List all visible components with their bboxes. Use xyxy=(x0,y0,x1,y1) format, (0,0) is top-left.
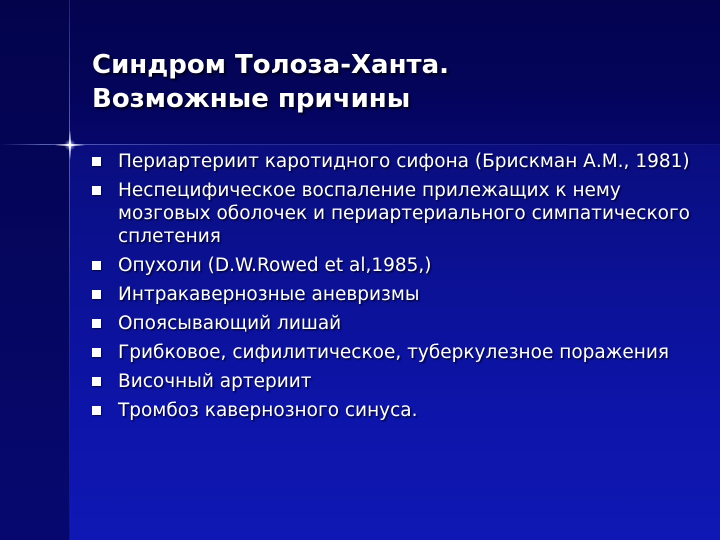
square-bullet-icon xyxy=(92,348,101,357)
list-item-text: Опухоли (D.W.Rowed et al,1985,) xyxy=(118,255,432,276)
square-bullet-icon xyxy=(92,406,101,415)
vertical-divider xyxy=(69,0,70,540)
list-item-text: Неспецифическое воспаление прилежащих к нему мозговых оболочек и периартериального симпатического сплетения xyxy=(118,180,690,247)
title-line-2: Возможные причины xyxy=(92,84,411,114)
list-item xyxy=(92,341,692,364)
square-bullet-icon xyxy=(92,377,101,386)
bullet-list xyxy=(92,150,692,428)
square-bullet-icon xyxy=(92,157,101,166)
list-item xyxy=(92,370,692,393)
left-band xyxy=(0,0,70,540)
slide-title xyxy=(92,48,692,116)
list-item-text: Височный артериит xyxy=(118,371,312,392)
square-bullet-icon xyxy=(92,290,101,299)
square-bullet-icon xyxy=(92,319,101,328)
list-item xyxy=(92,150,692,173)
list-item xyxy=(92,179,692,248)
square-bullet-icon xyxy=(92,261,101,270)
list-item-text: Опоясывающий лишай xyxy=(118,313,342,334)
horizontal-divider xyxy=(0,144,720,145)
list-item xyxy=(92,312,692,335)
list-item-text: Тромбоз кавернозного синуса. xyxy=(118,400,418,421)
list-item-text: Интракавернозные аневризмы xyxy=(118,284,420,305)
list-item-text: Грибковое, сифилитическое, туберкулезное поражения xyxy=(118,342,670,363)
square-bullet-icon xyxy=(92,186,101,195)
list-item xyxy=(92,399,692,422)
list-item-text: Периартериит каротидного сифона (Брискман А.М., 1981) xyxy=(118,151,690,172)
title-line-1: Синдром Толоза-Ханта. xyxy=(92,50,450,80)
list-item xyxy=(92,254,692,277)
list-item xyxy=(92,283,692,306)
